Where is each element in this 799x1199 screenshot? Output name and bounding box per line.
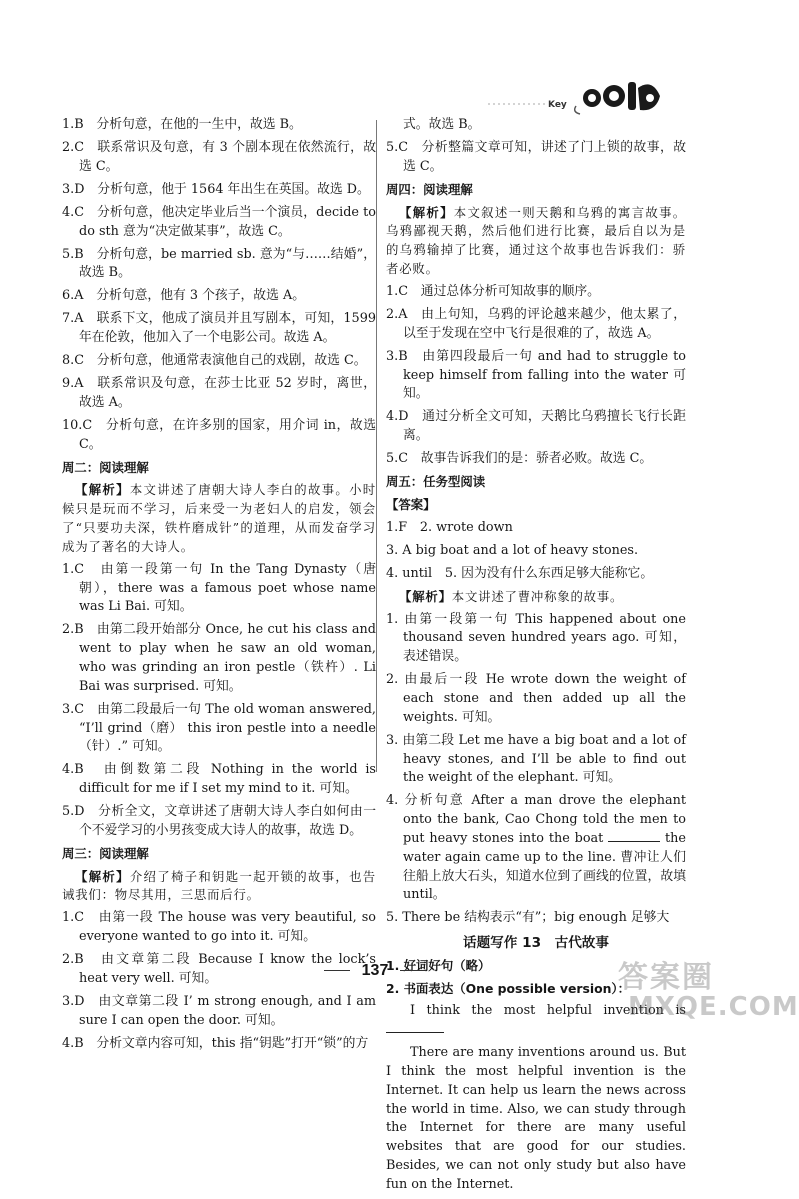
answer-item: 3.C 由第二段最后一句 The old woman answered, “I’ll grind（磨） this iron pestle into a needle（针）.” 可知。 <box>62 701 376 755</box>
answer-item: 3.D 分析句意，他于 1564 年出生在英国。故选 D。 <box>62 181 370 197</box>
answer-list-week5 <box>386 611 686 789</box>
section-title-week3: 周三：阅读理解 <box>62 845 149 861</box>
analysis-tag: 【解析】 <box>399 204 454 220</box>
answer-list-week2 <box>62 561 376 841</box>
answer-item: 2.C 联系常识及句意，有 3 个剧本现在依然流行，故选 C。 <box>62 139 376 174</box>
answer-list-week1 <box>62 116 376 454</box>
answer-key-list <box>386 519 686 584</box>
answer-item: 3.D 由文章第二段 I’ m strong enough, and I am sure I can open the door. 可知。 <box>62 994 376 1028</box>
watermark <box>614 952 799 1026</box>
analysis-tag: 【解析】 <box>75 482 130 498</box>
answer-item: 4.B 由倒数第二段 Nothing in the world is difficult for me if I set my mind to it. 可知。 <box>62 762 376 797</box>
answer-item: 2. 由最后一段 He wrote down the weight of each stone and then added up all the weights. 可知。 <box>386 672 686 725</box>
essay-title-text: I think the most helpful invention is <box>410 1003 686 1019</box>
answer-item: 1.C 由第一段第一句 In the Tang Dynasty（唐朝），there was a famous poet whose name was Li Bai. 可知。 <box>62 561 376 615</box>
left-column <box>62 116 376 1058</box>
answer-item: 4.C 分析句意，他决定毕业后当一个演员，decide to do sth 意为“决定做某事”，故选 C。 <box>62 204 376 239</box>
answer-item: 7.A 联系下文，他成了演员并且写剧本，可知，1599 年在伦敦，他加入了一个电影公司。故选 A。 <box>62 311 376 346</box>
answer-key-line: 3. A big boat and a lot of heavy stones. <box>386 542 639 558</box>
answer-item: 3. 由第二段 Let me have a big boat and a lot of heavy stones, and I’ll be able to find out the weight of the elephant. 可知。 <box>386 732 686 786</box>
answer-item: 3.B 由第四段最后一句 and had to struggle to keep himself from falling into the water 可知。 <box>386 348 686 402</box>
right-column <box>386 116 686 1199</box>
item4-pre: 4. 分析句意 After a man drove the elephant onto the bank, Cao Chong told the men to put heavy stones into the boat <box>386 793 686 846</box>
section-title-week5: 周五：任务型阅读 <box>386 474 486 490</box>
item4-post: the water again came up to the line. 曹冲让人们往船上放大石头，知道水位到了画线的位置，故填 until。 <box>403 830 686 903</box>
page-number-text: 137 <box>361 962 389 979</box>
answer-item: 9.A 联系常识及句意，在莎士比亚 52 岁时，离世，故选 A。 <box>62 376 376 410</box>
answer-item: 5.B 分析句意，be married sb. 意为“与……结婚”，故选 B。 <box>62 246 376 281</box>
answer-key-line: 1.F 2. wrote down <box>386 519 513 535</box>
analysis-text: 介绍了椅子和钥匙一起开锁的故事，也告诫我们：物尽其用，三思而后行。 <box>62 868 376 903</box>
header-logo <box>488 74 688 120</box>
answer-tag: 【答案】 <box>386 496 436 512</box>
answer-item: 1. 由第一段第一句 This happened about one thousand seven hundred years ago. 可知，表述错误。 <box>386 611 686 665</box>
analysis-week4 <box>386 204 686 279</box>
topic-writing-title: 话题写作 13 古代故事 <box>463 935 609 952</box>
answer-item: 2.B 由文章第二段 Because I know the lock’s heat very well. 可知。 <box>62 952 376 987</box>
essay-blank <box>386 1022 444 1033</box>
writing-part-2: 2. 书面表达（One possible version）： <box>386 980 631 996</box>
answer-item-5: 5. There be 结构表示“有”；big enough 足够大 <box>386 910 670 926</box>
answer-item: 2.A 由上句知，乌鸦的评论越来越少，他太累了，以至于发现在空中飞行是很难的了，故选 A。 <box>386 306 686 341</box>
answer-key-line: 4. until 5. 因为没有什么东西足够大能称它。 <box>386 565 654 581</box>
column-divider <box>376 120 377 772</box>
answer-item: 6.A 分析句意，他有 3 个孩子，故选 A。 <box>62 288 305 304</box>
fill-blank <box>608 831 660 842</box>
answer-list-week4 <box>386 283 686 469</box>
answer-item: 5.C 分析整篇文章可知，讲述了门上锁的故事，故选 C。 <box>386 139 686 174</box>
answer-item: 10.C 分析句意，在许多别的国家，用介词 in，故选 C。 <box>62 417 376 452</box>
answer-item: 1.B 分析句意，在他的一生中，故选 B。 <box>62 117 302 132</box>
analysis-text: 本文讲述了唐朝大诗人李白的故事。小时候只是玩而不学习，后来受一为老妇人的启发，领会了“只要功夫深，铁杵磨成针”的道理，从而发奋学习成为了著名的大诗人。 <box>62 482 376 554</box>
page-dash-right <box>400 970 426 971</box>
answer-item: 5.D 分析全文，文章讲述了唐朝大诗人李白如何由一个不爱学习的小男孩变成大诗人的故事，故选 D。 <box>62 804 376 838</box>
key-logo-graphic <box>488 74 688 120</box>
analysis-tag: 【解析】 <box>75 868 130 884</box>
answer-item: 4.B 分析文章内容可知，this 指“钥匙”打开“锁”的方 <box>62 1035 369 1051</box>
answer-item: 4.D 通过分析全文可知，天鹅比乌鸦擅长飞行长距离。 <box>386 409 686 444</box>
answer-item: 1.C 由第一段 The house was very beautiful, so everyone wanted to go into it. 可知。 <box>62 910 376 945</box>
essay-body: There are many inventions around us. But I think the most helpful invention is the Internet. It can help us learn the news across the world in time. Also, we can study through the Internet for there are many useful websites that are good for our studies. Besides, we can not only study but also have fun on the Internet. <box>386 1045 686 1192</box>
continued-text: 式。故选 B。 <box>403 117 481 132</box>
logo-key-text: Key <box>548 100 567 110</box>
section-title-week4: 周四：阅读理解 <box>386 181 473 197</box>
answer-item: 2.B 由第二段开始部分 Once, he cut his class and went to play when he saw an old woman, who was grinding an iron pestle（铁杵）. Li Bai was surprised. 可知。 <box>62 622 376 694</box>
watermark-line1: 答案圈 <box>618 960 714 995</box>
answer-item-4 <box>386 792 686 905</box>
analysis-week2 <box>62 481 376 556</box>
page-dash-left <box>324 970 350 971</box>
analysis-text: 本文讲述了曹冲称象的故事。 <box>451 588 624 604</box>
answer-list-week3 <box>62 909 376 1053</box>
analysis-week5 <box>386 588 686 607</box>
writing-part-1: 1. 好词好句（略） <box>386 957 491 973</box>
watermark-line2: MXQE.COM <box>628 992 799 1022</box>
analysis-tag: 【解析】 <box>399 588 452 604</box>
analysis-text: 本文叙述一则天鹅和乌鸦的寓言故事。乌鸦鄙视天鹅，然后他们进行比赛，最后自以为是的乌鸦输掉了比赛，通过这个故事也告诉我们：骄者必败。 <box>386 204 686 276</box>
answer-item: 8.C 分析句意，他通常表演他自己的戏剧，故选 C。 <box>62 353 367 369</box>
answer-item: 5.C 故事告诉我们的是：骄者必败。故选 C。 <box>386 451 653 467</box>
section-title-week2: 周二：阅读理解 <box>62 459 149 475</box>
answer-item: 1.C 通过总体分析可知故事的顺序。 <box>386 283 600 299</box>
analysis-week3 <box>62 868 376 906</box>
